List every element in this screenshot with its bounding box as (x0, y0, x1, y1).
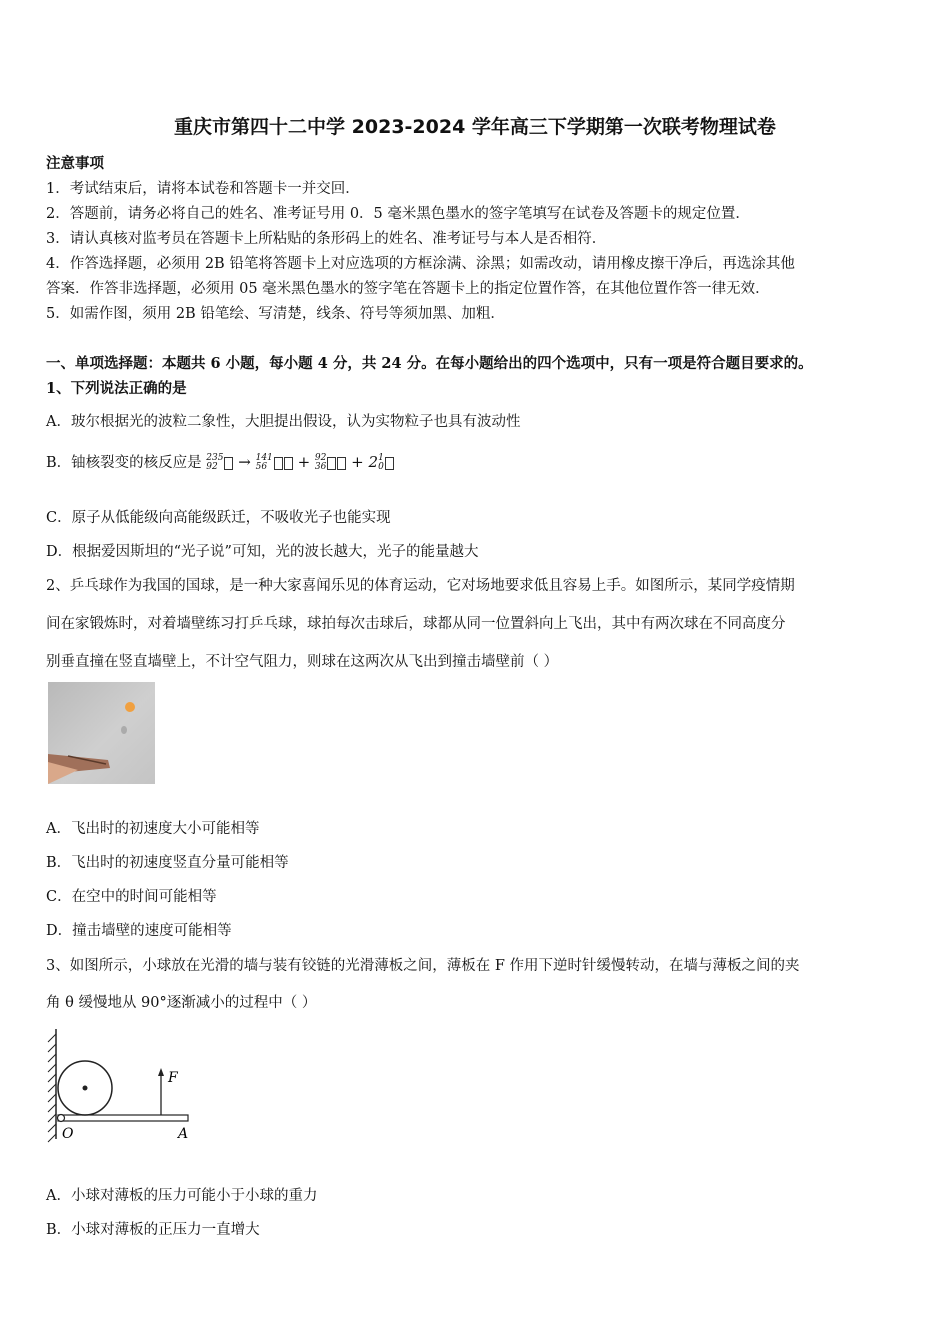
q2-stem-line: 别垂直撞在竖直墙壁上，不计空气阻力，则球在这两次从飞出到撞击墙壁前（ ） (46, 654, 559, 670)
notice-item: 5．如需作图，须用 2B 铅笔绘、写清楚，线条、符号等须加黑、加粗． (46, 306, 505, 322)
q1-option-c: C．原子从低能级向高能级跃迁，不吸收光子也能实现 (46, 510, 391, 526)
fission-formula: 235 92 → 141 56 + 92 36 + 21 0 (206, 453, 394, 471)
notice-heading: 注意事项 (46, 155, 104, 172)
q1-stem: 1、下列说法正确的是 (46, 380, 187, 397)
notice-item: 4．作答选择题，必须用 2B 铅笔将答题卡上对应选项的方框涂满、涂黑；如需改动，请用橡皮擦干净后，再选涂其他 (46, 256, 795, 272)
q3-stem-line: 3、如图所示，小球放在光滑的墙与装有铰链的光滑薄板之间，薄板在 F 作用下逆时针缓慢转动，在墙与薄板之间的夹 (46, 958, 800, 974)
q2-stem-line: 间在家锻炼时，对着墙壁练习打乒乓球，球拍每次击球后，球都从同一位置斜向上飞出，其中有两次球在不同高度分 (46, 616, 786, 632)
notice-item: 2．答题前，请务必将自己的姓名、准考证号用 0．5 毫米黑色墨水的签字笔填写在试卷及答题卡的规定位置． (46, 206, 750, 222)
q2-option-a: A．飞出时的初速度大小可能相等 (46, 821, 260, 837)
q3-option-b: B．小球对薄板的正压力一直增大 (46, 1222, 260, 1238)
q1-option-d: D．根据爱因斯坦的“光子说”可知，光的波长越大，光子的能量越大 (46, 544, 479, 560)
ping-pong-photo (48, 682, 155, 784)
wall-ball-diagram (40, 1024, 200, 1148)
ping-pong-photo-graphic (48, 682, 155, 784)
q3-stem-line: 角 θ 缓慢地从 90°逐渐减小的过程中（ ） (46, 995, 317, 1011)
end-label: A (178, 1126, 189, 1142)
hinge (58, 1115, 65, 1122)
q3-option-a: A．小球对薄板的压力可能小于小球的重力 (46, 1188, 318, 1204)
thin-board (58, 1115, 188, 1121)
wall-ball-diagram-graphic (40, 1024, 200, 1144)
notice-item: 3．请认真核对监考员在答题卡上所粘贴的条形码上的姓名、准考证号与本人是否相符． (46, 231, 607, 247)
ball (125, 702, 135, 712)
q2-option-c: C．在空中的时间可能相等 (46, 889, 217, 905)
notice-item: 1．考试结束后，请将本试卷和答题卡一并交回． (46, 181, 360, 197)
q1-option-b-label: B．铀核裂变的核反应是 (46, 455, 202, 471)
q2-option-b: B．飞出时的初速度竖直分量可能相等 (46, 855, 289, 871)
q2-option-d: D．撞击墙壁的速度可能相等 (46, 923, 232, 939)
origin-label: O (62, 1126, 74, 1142)
section-heading: 一、单项选择题：本题共 6 小题，每小题 4 分，共 24 分。在每小题给出的四个选项中，只有一项是符合题目要求的。 (46, 355, 813, 372)
page-title: 重庆市第四十二中学 2023-2024 学年高三下学期第一次联考物理试卷 (174, 116, 776, 138)
notice-item: 答案．作答非选择题，必须用 05 毫米黑色墨水的签字笔在答题卡上的指定位置作答，在其他位置作答一律无效． (46, 281, 770, 297)
q1-option-b (46, 451, 394, 472)
q1-option-a: A．玻尔根据光的波粒二象性，大胆提出假设，认为实物粒子也具有波动性 (46, 414, 521, 430)
q2-stem-line: 2、乒乓球作为我国的国球，是一种大家喜闻乐见的体育运动，它对场地要求低且容易上手。如图所示，某同学疫情期 (46, 578, 795, 594)
force-label: F (168, 1070, 178, 1086)
